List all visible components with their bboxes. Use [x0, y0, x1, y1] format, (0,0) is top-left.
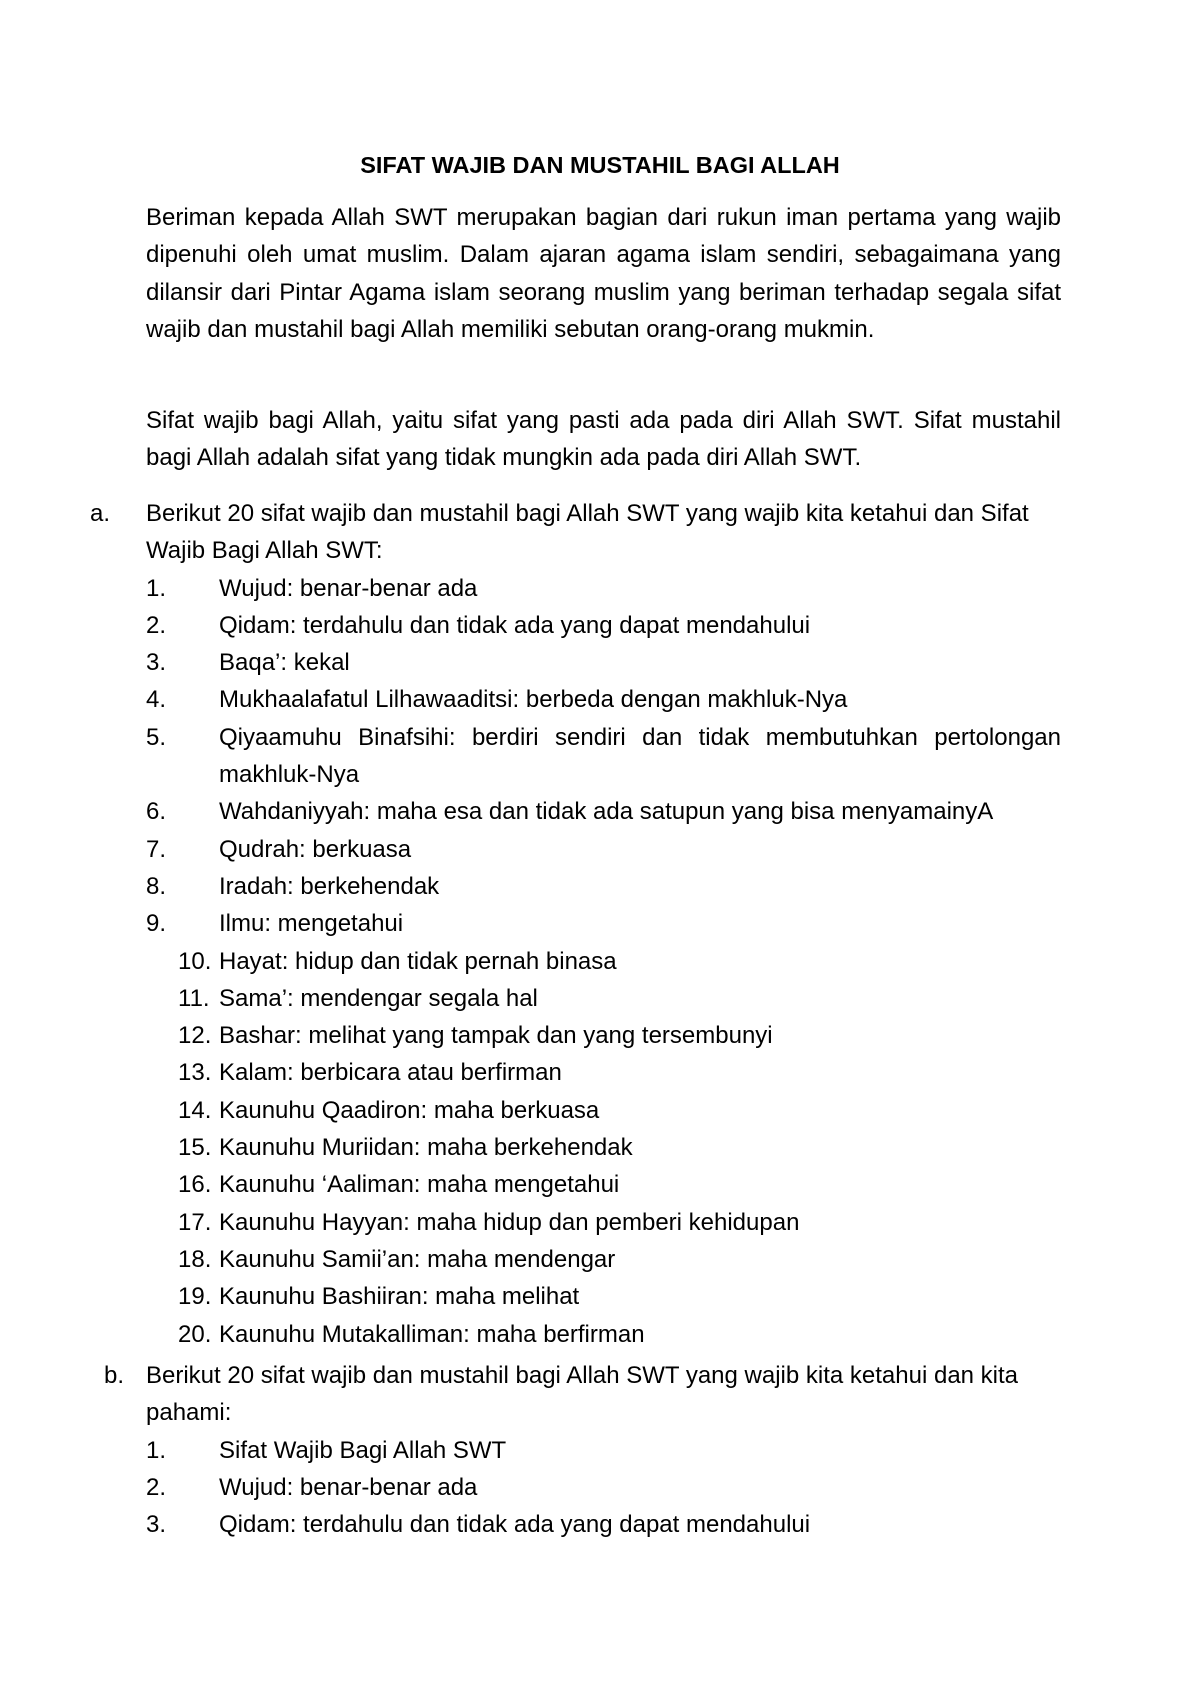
list-item-number: 17. — [178, 1208, 212, 1236]
list-item-number: 1. — [146, 1436, 167, 1464]
list-item-text: Kaunuhu Muriidan: maha berkehendak — [219, 1134, 633, 1162]
list-item-text: Qidam: terdahulu dan tidak ada yang dapat mendahului — [219, 1511, 811, 1539]
list-item-number: 19. — [178, 1283, 212, 1311]
list-item-number: 12. — [178, 1022, 212, 1050]
list-item-text: Baqa’: kekal — [219, 649, 350, 677]
list-item-number: 1. — [146, 574, 167, 602]
list-item — [146, 607, 1061, 644]
list-item — [146, 1017, 1061, 1054]
section-a — [90, 495, 1061, 1353]
list-item-text: Kaunuhu Samii’an: maha mendengar — [219, 1245, 616, 1273]
list-item-text: Mukhaalafatul Lilhawaaditsi: berbeda dengan makhluk-Nya — [219, 686, 848, 714]
section-b — [104, 1357, 1061, 1543]
list-item-text: Wujud: benar-benar ada — [219, 1473, 478, 1501]
list-item — [146, 943, 1061, 980]
list-item-text: Qiyaamuhu Binafsihi: berdiri sendiri dan tidak membutuhkan pertolongan makhluk-Nya — [219, 723, 1061, 789]
list-item — [146, 980, 1061, 1017]
list-item-number: 13. — [178, 1059, 212, 1087]
list-item-number: 2. — [146, 1473, 167, 1501]
list-item-text: Wujud: benar-benar ada — [219, 574, 478, 602]
list-item-number: 4. — [146, 686, 167, 714]
list-item-number: 6. — [146, 798, 167, 826]
list-item-text: Wahdaniyyah: maha esa dan tidak ada satupun yang bisa menyamainyA — [219, 798, 994, 826]
section-a-marker: a. — [90, 500, 111, 527]
list-item-text: Bashar: melihat yang tampak dan yang tersembunyi — [219, 1022, 773, 1050]
list-item — [146, 905, 1061, 942]
list-item — [146, 1469, 1061, 1506]
section-b-list — [146, 1432, 1061, 1544]
list-item-number: 9. — [146, 910, 167, 938]
list-item-text: Sifat Wajib Bagi Allah SWT — [219, 1436, 507, 1464]
list-item — [146, 793, 1061, 830]
list-item-number: 20. — [178, 1320, 212, 1348]
list-item — [146, 1129, 1061, 1166]
list-item — [146, 1054, 1061, 1091]
intro-paragraph: Beriman kepada Allah SWT merupakan bagian dari rukun iman pertama yang wajib dipenuhi oleh umat muslim. Dalam ajaran agama islam sendiri, sebagaimana yang dilansir dari Pintar Agama islam seorang muslim yang beriman terhadap segala sifat wajib dan mustahil bagi Allah memiliki sebutan orang-orang mukmin. — [146, 204, 1061, 343]
list-item — [146, 1166, 1061, 1203]
list-item — [146, 1316, 1061, 1353]
list-item-number: 7. — [146, 835, 167, 863]
list-item-text: Kaunuhu Qaadiron: maha berkuasa — [219, 1096, 600, 1124]
list-item — [146, 831, 1061, 868]
list-item — [146, 570, 1061, 607]
list-item-number: 18. — [178, 1245, 212, 1273]
list-item — [146, 868, 1061, 905]
list-item-number: 14. — [178, 1096, 212, 1124]
list-item-number: 15. — [178, 1134, 212, 1162]
section-b-intro: Berikut 20 sifat wajib dan mustahil bagi Allah SWT yang wajib kita ketahui dan kita pahami: — [146, 1362, 1019, 1427]
list-item-text: Ilmu: mengetahui — [219, 910, 404, 938]
list-item-number: 16. — [178, 1171, 212, 1199]
list-item — [146, 1432, 1061, 1469]
list-item-text: Iradah: berkehendak — [219, 872, 440, 900]
list-item — [146, 719, 1061, 794]
list-item-text: Hayat: hidup dan tidak pernah binasa — [219, 947, 617, 975]
list-item-text: Kaunuhu Bashiiran: maha melihat — [219, 1283, 580, 1311]
list-item-number: 10. — [178, 947, 212, 975]
list-item — [146, 1241, 1061, 1278]
list-item-text: Kaunuhu Mutakalliman: maha berfirman — [219, 1320, 645, 1348]
definition-paragraph: Sifat wajib bagi Allah, yaitu sifat yang pasti ada pada diri Allah SWT. Sifat mustahil bagi Allah adalah sifat yang tidak mungkin ada pada diri Allah SWT. — [146, 407, 1061, 472]
list-item — [146, 681, 1061, 718]
list-item-text: Sama’: mendengar segala hal — [219, 984, 538, 1012]
list-item-number: 11. — [178, 984, 210, 1012]
document-title: SIFAT WAJIB DAN MUSTAHIL BAGI ALLAH — [360, 152, 840, 178]
section-a-list — [146, 570, 1061, 1353]
list-item — [146, 644, 1061, 681]
section-a-intro: Berikut 20 sifat wajib dan mustahil bagi Allah SWT yang wajib kita ketahui dan Sifat Wajib Bagi Allah SWT: — [146, 500, 1029, 565]
list-item-text: Qidam: terdahulu dan tidak ada yang dapat mendahului — [219, 611, 811, 639]
list-item-text: Kaunuhu ‘Aaliman: maha mengetahui — [219, 1171, 620, 1199]
list-item-text: Kaunuhu Hayyan: maha hidup dan pemberi kehidupan — [219, 1208, 800, 1236]
list-item — [146, 1506, 1061, 1543]
list-item-number: 2. — [146, 611, 167, 639]
list-item — [146, 1278, 1061, 1315]
list-item-number: 5. — [146, 723, 167, 751]
list-item — [146, 1092, 1061, 1129]
list-item-number: 3. — [146, 649, 167, 677]
section-b-marker: b. — [104, 1362, 125, 1389]
list-item — [146, 1204, 1061, 1241]
list-item-number: 3. — [146, 1511, 167, 1539]
list-item-text: Kalam: berbicara atau berfirman — [219, 1059, 562, 1087]
list-item-number: 8. — [146, 872, 167, 900]
list-item-text: Qudrah: berkuasa — [219, 835, 412, 863]
